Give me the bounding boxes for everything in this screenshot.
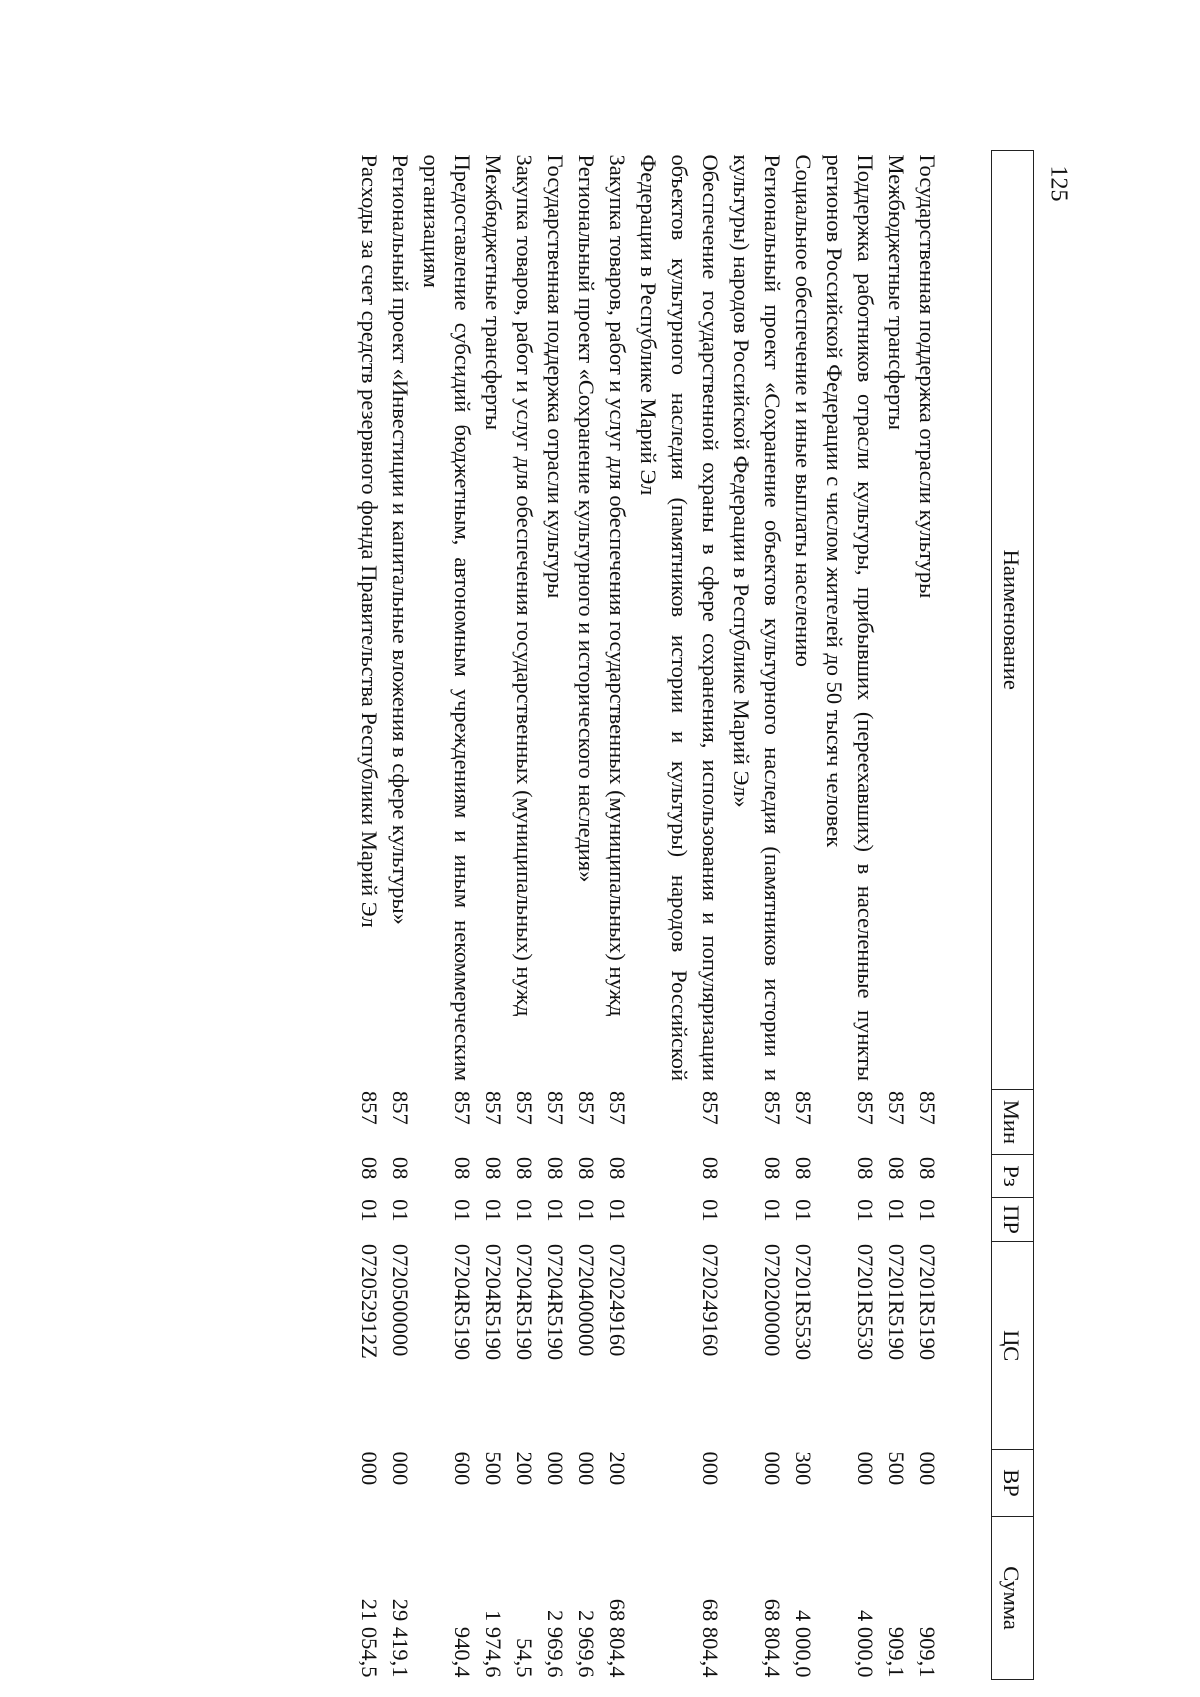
table-row xyxy=(509,151,540,1680)
cell-name: Закупка товаров, работ и услуг для обеспечения государственных (муниципальных) нужд xyxy=(512,154,537,1017)
cell-name: Обеспечение государственной охраны в сфере сохранения, использования и популяризации объектов культурного наследия (памятников истории и культуры) народов Российской Федерации в Республике Марий Эл xyxy=(636,154,723,1082)
cell-name: Региональный проект «Сохранение объектов культурного наследия (памятников истории и культуры) народов Российской Федерации в Республике Марий Эл» xyxy=(729,154,785,1082)
cell-name: Государственная поддержка отрасли культуры xyxy=(915,154,940,599)
cell-name: Межбюджетные трансферты xyxy=(481,154,506,430)
cell-pr: 01 xyxy=(450,1199,475,1222)
cell-rz: 08 xyxy=(574,1156,599,1180)
cell-name: Межбюджетные трансферты xyxy=(884,154,909,430)
cell-rz: 08 xyxy=(884,1156,909,1180)
table-row xyxy=(385,151,416,1680)
cell-pr: 01 xyxy=(853,1199,878,1222)
table-row xyxy=(726,151,788,1680)
header-vr: ВР xyxy=(992,1450,1034,1517)
cell-min: 857 xyxy=(884,1091,909,1125)
cell-rz: 08 xyxy=(388,1156,413,1180)
budget-table xyxy=(354,150,1034,1680)
header-cs: ЦС xyxy=(992,1242,1034,1450)
cell-pr: 01 xyxy=(698,1199,723,1222)
cell-sum: 54,5 xyxy=(512,1638,537,1678)
cell-sum: 4 000,0 xyxy=(791,1610,816,1678)
cell-name: Закупка товаров, работ и услуг для обеспечения государственных (муниципальных) нужд xyxy=(605,154,630,1017)
cell-rz: 08 xyxy=(512,1156,537,1180)
cell-pr: 01 xyxy=(512,1199,537,1222)
table-row xyxy=(354,151,385,1680)
cell-min: 857 xyxy=(450,1091,475,1125)
cell-vr: 000 xyxy=(543,1451,568,1486)
cell-pr: 01 xyxy=(481,1199,506,1222)
cell-sum: 940,4 xyxy=(450,1626,475,1678)
cell-cs: 07201R5530 xyxy=(853,1243,878,1361)
cell-vr: 000 xyxy=(760,1451,785,1486)
cell-vr: 200 xyxy=(512,1451,537,1486)
cell-min: 857 xyxy=(481,1091,506,1125)
cell-sum: 68 804,4 xyxy=(605,1598,630,1678)
cell-rz: 08 xyxy=(760,1156,785,1180)
cell-rz: 08 xyxy=(915,1156,940,1180)
cell-pr: 01 xyxy=(915,1199,940,1222)
cell-min: 857 xyxy=(915,1091,940,1125)
cell-pr: 01 xyxy=(388,1199,413,1222)
cell-min: 857 xyxy=(543,1091,568,1125)
cell-sum: 29 419,1 xyxy=(388,1598,413,1678)
header-min: Мин xyxy=(992,1089,1034,1155)
cell-cs: 07204R5190 xyxy=(512,1243,537,1361)
cell-rz: 08 xyxy=(605,1156,630,1180)
table-header xyxy=(992,151,1034,1680)
cell-rz: 08 xyxy=(450,1156,475,1180)
cell-cs: 0720400000 xyxy=(574,1243,599,1357)
cell-vr: 500 xyxy=(481,1451,506,1486)
cell-pr: 01 xyxy=(884,1199,909,1222)
rotated-table-container xyxy=(104,150,1034,1680)
cell-vr: 000 xyxy=(853,1451,878,1486)
page-number: 125 xyxy=(1045,165,1072,202)
cell-name: Государственная поддержка отрасли культуры xyxy=(543,154,568,599)
header-name: Наименование xyxy=(992,151,1034,1090)
cell-name: Поддержка работников отрасли культуры, прибывших (переехавших) в населенные пункты регионов Российской Федерации с числом жителей до 50 тысяч человек xyxy=(822,154,878,1082)
cell-pr: 01 xyxy=(791,1199,816,1222)
cell-name: Региональный проект «Инвестиции и капитальные вложения в сфере культуры» xyxy=(388,154,413,925)
cell-rz: 08 xyxy=(357,1156,382,1180)
cell-rz: 08 xyxy=(791,1156,816,1180)
cell-rz: 08 xyxy=(698,1156,723,1180)
cell-sum: 21 054,5 xyxy=(357,1598,382,1678)
cell-min: 857 xyxy=(574,1091,599,1125)
cell-pr: 01 xyxy=(605,1199,630,1222)
cell-cs: 07204R5190 xyxy=(481,1243,506,1361)
table-row xyxy=(881,151,912,1680)
table-row xyxy=(788,151,819,1680)
cell-sum: 1 974,6 xyxy=(481,1610,506,1678)
cell-min: 857 xyxy=(512,1091,537,1125)
cell-vr: 300 xyxy=(791,1451,816,1486)
cell-rz: 08 xyxy=(853,1156,878,1180)
cell-pr: 01 xyxy=(574,1199,599,1222)
cell-pr: 01 xyxy=(760,1199,785,1222)
cell-sum: 909,1 xyxy=(915,1626,940,1678)
cell-cs: 07201R5530 xyxy=(791,1243,816,1361)
cell-vr: 000 xyxy=(388,1451,413,1486)
table-row xyxy=(540,151,571,1680)
cell-rz: 08 xyxy=(481,1156,506,1180)
cell-sum: 2 969,6 xyxy=(543,1610,568,1678)
table-body xyxy=(354,151,992,1680)
cell-sum: 68 804,4 xyxy=(698,1598,723,1678)
cell-cs: 0720500000 xyxy=(388,1243,413,1357)
table-row xyxy=(912,151,992,1680)
cell-vr: 200 xyxy=(605,1451,630,1486)
cell-cs: 07204R5190 xyxy=(543,1243,568,1361)
cell-pr: 01 xyxy=(543,1199,568,1222)
table-row xyxy=(478,151,509,1680)
cell-vr: 000 xyxy=(915,1451,940,1486)
cell-name: Предоставление субсидий бюджетным, автономным учреждениям и иным некоммерческим организациям xyxy=(419,154,475,1082)
cell-vr: 000 xyxy=(698,1451,723,1486)
cell-min: 857 xyxy=(853,1091,878,1125)
cell-vr: 000 xyxy=(357,1451,382,1486)
cell-vr: 500 xyxy=(884,1451,909,1486)
cell-name: Социальное обеспечение и иные выплаты населению xyxy=(791,154,816,667)
cell-cs: 0720200000 xyxy=(760,1243,785,1357)
table-row xyxy=(819,151,881,1680)
cell-sum: 68 804,4 xyxy=(760,1598,785,1678)
cell-min: 857 xyxy=(605,1091,630,1125)
header-pr: ПР xyxy=(992,1197,1034,1242)
cell-sum: 4 000,0 xyxy=(853,1610,878,1678)
cell-cs: 0720249160 xyxy=(605,1243,630,1357)
table-row xyxy=(602,151,633,1680)
cell-min: 857 xyxy=(357,1091,382,1125)
table-row xyxy=(416,151,478,1680)
cell-cs: 07201R5190 xyxy=(884,1243,909,1361)
cell-rz: 08 xyxy=(543,1156,568,1180)
cell-vr: 000 xyxy=(574,1451,599,1486)
cell-cs: 0720249160 xyxy=(698,1243,723,1357)
table-row xyxy=(633,151,726,1680)
cell-cs: 072052912Z xyxy=(357,1243,382,1359)
cell-sum: 2 969,6 xyxy=(574,1610,599,1678)
cell-cs: 07204R5190 xyxy=(450,1243,475,1361)
cell-vr: 600 xyxy=(450,1451,475,1486)
cell-name: Региональный проект «Сохранение культурного и исторического наследия» xyxy=(574,154,599,883)
header-sum: Сумма xyxy=(992,1517,1034,1680)
header-rz: Рз xyxy=(992,1155,1034,1197)
cell-min: 857 xyxy=(388,1091,413,1125)
cell-sum: 909,1 xyxy=(884,1626,909,1678)
cell-cs: 07201R5190 xyxy=(915,1243,940,1361)
cell-pr: 01 xyxy=(357,1199,382,1222)
cell-min: 857 xyxy=(791,1091,816,1125)
cell-min: 857 xyxy=(698,1091,723,1125)
table-row xyxy=(571,151,602,1680)
cell-min: 857 xyxy=(760,1091,785,1125)
cell-name: Расходы за счет средств резервного фонда Правительства Республики Марий Эл xyxy=(357,154,382,928)
